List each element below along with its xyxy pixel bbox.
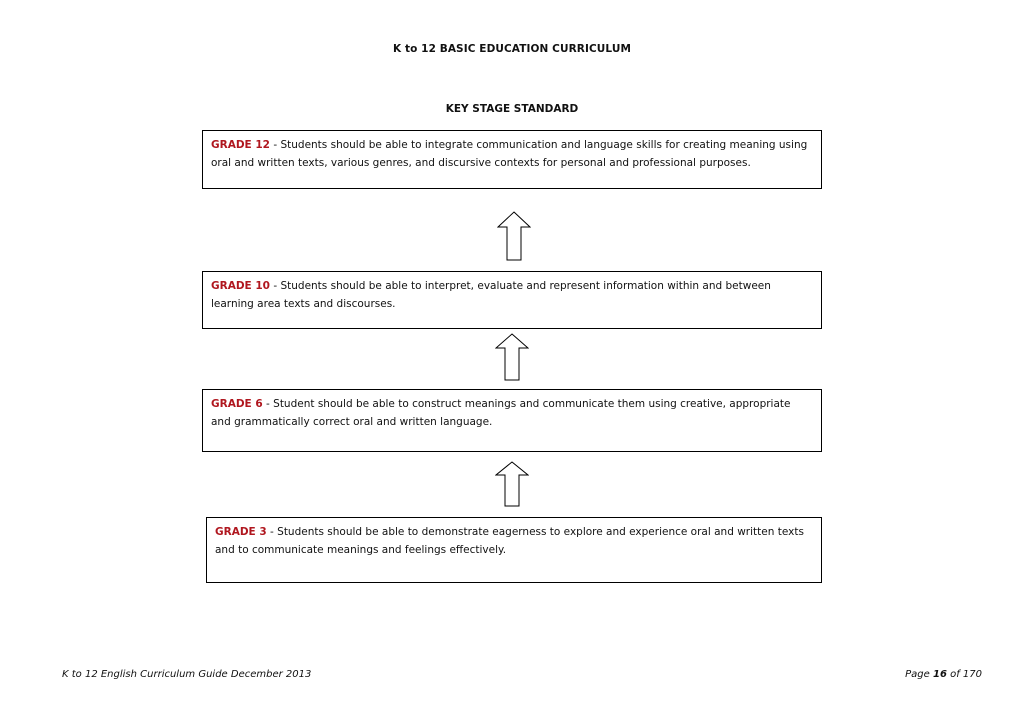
page-number: 16 (932, 669, 947, 680)
footer-left: K to 12 English Curriculum Guide December 2013 (62, 669, 312, 680)
up-arrow-icon (495, 461, 529, 507)
up-arrow-icon (497, 211, 531, 261)
section-title (0, 103, 1024, 115)
standard-text: - Student should be able to construct meanings and communicate them using creative, appropriate and grammatically correct oral and written language. (211, 398, 791, 428)
page-number-footer (905, 669, 982, 680)
standard-box-grade-6 (202, 389, 822, 452)
grade-label: GRADE 3 (215, 526, 267, 538)
grade-label: GRADE 6 (211, 398, 263, 410)
standard-text: - Students should be able to demonstrate eagerness to explore and experience oral and written texts and to communicate meanings and feelings effectively. (215, 526, 804, 556)
standard-box-grade-12 (202, 130, 822, 189)
page-prefix: Page (905, 669, 933, 680)
standard-box-grade-10 (202, 271, 822, 329)
document-header: K to 12 BASIC EDUCATION CURRICULUM (392, 43, 631, 55)
section-title-text: KEY STAGE STANDARD (445, 103, 579, 115)
standard-box-grade-3 (206, 517, 822, 583)
up-arrow-icon (495, 333, 529, 381)
standard-text: - Students should be able to interpret, evaluate and represent information within and between learning area texts and discourses. (211, 280, 771, 310)
standard-text: - Students should be able to integrate communication and language skills for creating meaning using oral and written texts, various genres, and discursive contexts for personal and professional purposes. (211, 139, 808, 169)
page-suffix: of 170 (946, 669, 982, 680)
grade-label: GRADE 12 (211, 139, 270, 151)
grade-label: GRADE 10 (211, 280, 270, 292)
